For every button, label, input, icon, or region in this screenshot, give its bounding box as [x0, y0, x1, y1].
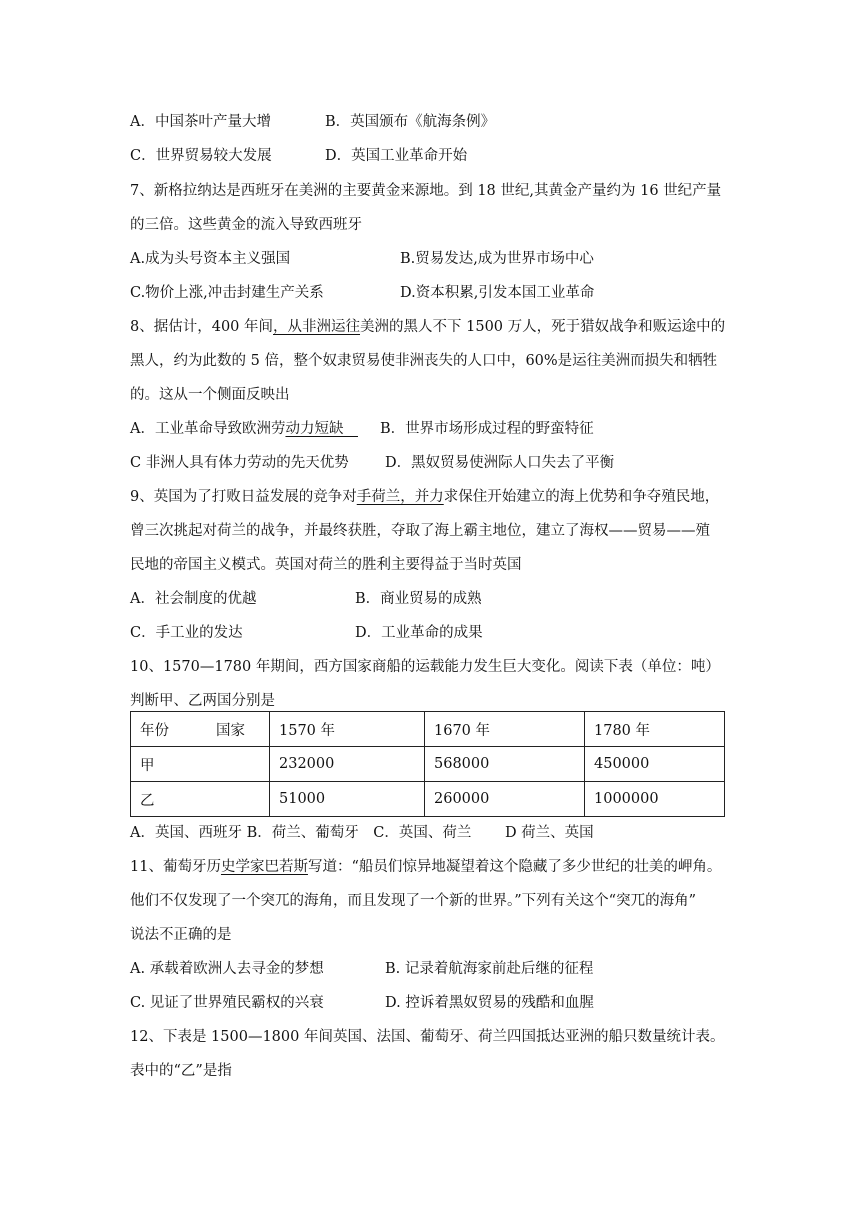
q11-stem-line1-start: 11、葡萄牙历 [130, 859, 221, 875]
shipping-capacity-table [130, 711, 725, 817]
q8-option-a-start: A．工业革命导致欧洲劳 [130, 421, 286, 437]
q11-stem-line1-end: 写道：“船员们惊异地凝望着这个隐藏了多少世纪的壮美的岬角。 [307, 859, 722, 875]
table-row [131, 782, 725, 817]
header-country-label: 国家 [216, 722, 245, 739]
q9-stem-line1-end: 求保住开始建立的海上优势和争夺殖民地， [443, 489, 720, 505]
table-header-cell: 1780 年 [585, 712, 725, 747]
table-header-cell: 1570 年 [270, 712, 425, 747]
q7-option-d: D.资本积累,引发本国工业革命 [400, 285, 595, 301]
q8-option-d: D．黑奴贸易使洲际人口失去了平衡 [385, 455, 615, 471]
q11-stem-underlined: 史学家巴若斯 [220, 859, 308, 875]
table-cell: 450000 [585, 747, 725, 782]
table-cell: 51000 [270, 782, 425, 817]
q11-stem-line1 [130, 857, 721, 877]
q7-option-c: C.物价上涨,冲击封建生产关系 [130, 285, 324, 301]
table-row-label: 乙 [131, 782, 270, 817]
q9-stem-line1-start: 9、英国为了打败日益发展的竞争对 [130, 489, 357, 505]
table-row [131, 747, 725, 782]
q6-option-c: C．世界贸易较大发展 [130, 148, 272, 164]
q8-stem-line2: 黑人，约为此数的 5 倍，整个奴隶贸易使非洲丧失的人口中，60%是运往美洲而损失和牺牲 [130, 353, 718, 369]
table-cell: 1000000 [585, 782, 725, 817]
q12-stem-line1: 12、下表是 1500—1800 年间英国、法国、葡萄牙、荷兰四国抵达亚洲的船只数量统计表。 [130, 1029, 725, 1045]
q9-stem-underlined: 手荷兰，并力 [356, 489, 444, 505]
q9-option-b: B．商业贸易的成熟 [355, 591, 482, 607]
table-header-row [131, 712, 725, 747]
q9-stem-line2: 曾三次挑起对荷兰的战争，并最终获胜，夺取了海上霸主地位，建立了海权——贸易——殖 [130, 523, 710, 539]
q8-option-c: C 非洲人具有体力劳动的先天优势 [130, 455, 349, 471]
table-header-corner [131, 712, 270, 747]
q6-option-a: A．中国茶叶产量大增 [130, 114, 271, 130]
q11-option-c: C. 见证了世界殖民霸权的兴衰 [130, 995, 324, 1011]
table-header-cell: 1670 年 [425, 712, 585, 747]
q11-option-b: B. 记录着航海家前赴后继的征程 [385, 961, 594, 977]
q7-option-b: B.贸易发达,成为世界市场中心 [400, 251, 594, 267]
q9-option-c: C．手工业的发达 [130, 625, 243, 641]
q6-option-d: D．英国工业革命开始 [325, 148, 468, 164]
q9-option-d: D．工业革命的成果 [355, 625, 483, 641]
q11-stem-line3: 说法不正确的是 [130, 927, 232, 943]
q8-option-a-underlined: 动力短缺 [285, 421, 358, 437]
q7-stem-line1: 7、新格拉纳达是西班牙在美洲的主要黄金来源地。到 18 世纪,其黄金产量约为 16 世纪产量 [130, 183, 722, 199]
q8-stem-line1-end: 美洲的黑人不下 1500 万人，死于猎奴战争和贩运途中的 [360, 319, 726, 335]
q6-option-b: B．英国颁布《航海条例》 [325, 114, 496, 130]
q11-option-d: D. 控诉着黑奴贸易的残酷和血腥 [385, 995, 594, 1011]
table-cell: 260000 [425, 782, 585, 817]
q7-option-a: A.成为头号资本主义强国 [130, 251, 291, 267]
q8-stem-line1-start: 8、据估计，400 年间 [130, 319, 274, 335]
q8-stem-line1 [130, 317, 725, 337]
header-year-label: 年份 [140, 722, 169, 739]
q7-stem-line2: 的三倍。这些黄金的流入导致西班牙 [130, 217, 362, 233]
q8-option-b: B．世界市场形成过程的野蛮特征 [380, 421, 594, 437]
q12-stem-line2: 表中的“乙”是指 [130, 1063, 232, 1079]
table-row-label: 甲 [131, 747, 270, 782]
table-cell: 232000 [270, 747, 425, 782]
q8-stem-line3: 的。这从一个侧面反映出 [130, 387, 290, 403]
q11-option-a: A. 承载着欧洲人去寻金的梦想 [130, 961, 324, 977]
q9-stem-line1 [130, 487, 719, 507]
table-cell: 568000 [425, 747, 585, 782]
q10-options: A．英国、西班牙 B．荷兰、葡萄牙 C．英国、荷兰 D 荷兰、英国 [130, 825, 594, 841]
q9-option-a: A．社会制度的优越 [130, 591, 257, 607]
q8-stem-underlined: ，从非洲运往 [273, 319, 361, 335]
q10-stem-line2: 判断甲、乙两国分别是 [130, 693, 275, 709]
q8-option-a [130, 419, 358, 439]
q10-stem-line1: 10、1570—1780 年期间，西方国家商船的运载能力发生巨大变化。阅读下表（单位：吨） [130, 659, 720, 675]
q11-stem-line2: 他们不仅发现了一个突兀的海角，而且发现了一个新的世界。”下列有关这个“突兀的海角” [130, 893, 696, 909]
q9-stem-line3: 民地的帝国主义模式。英国对荷兰的胜利主要得益于当时英国 [130, 557, 522, 573]
